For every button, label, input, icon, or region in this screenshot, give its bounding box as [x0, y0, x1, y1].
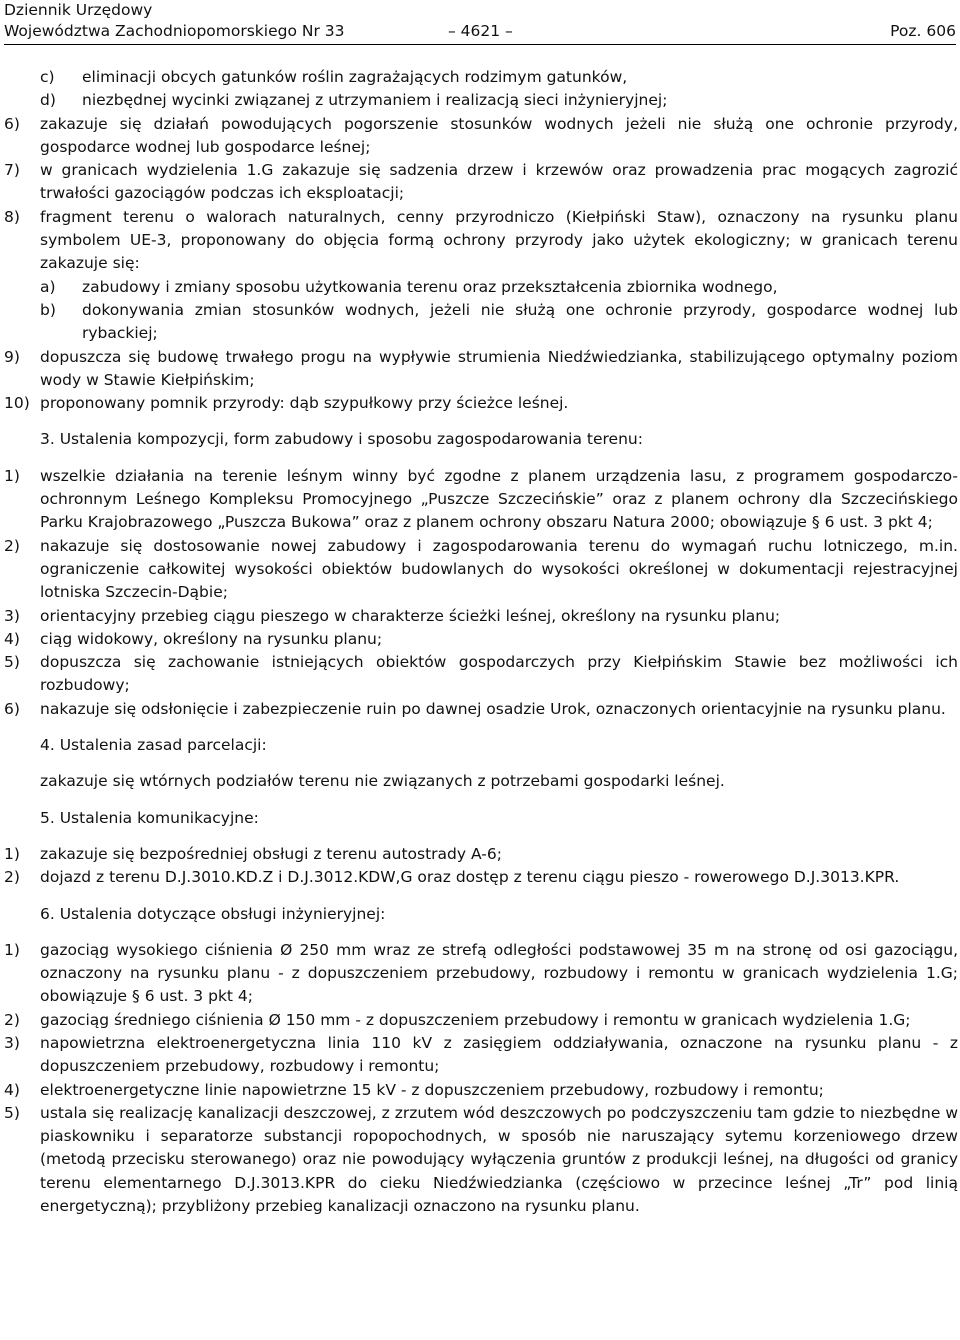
- list-item: [0, 113, 958, 160]
- list-item-number: 3): [4, 1033, 20, 1052]
- list-item-number: 8): [4, 207, 20, 226]
- list-item-text: w granicach wydzielenia 1.G zakazuje się sadzenia drzew i krzewów oraz prowadzenia prac mogących zagrozić trwałości gazociągów podczas ich eksploatacji;: [40, 161, 958, 203]
- section-heading: 4. Ustalenia zasad parcelacji:: [40, 736, 267, 755]
- list-item-number: 6): [4, 114, 20, 133]
- list-item-number: 5): [4, 653, 20, 672]
- list-item-text: dojazd z terenu D.J.3010.KD.Z i D.J.3012.KDW,G oraz dostęp z terenu ciągu pieszo - rowerowego D.J.3013.KPR.: [40, 868, 900, 887]
- page-number: – 4621 –: [448, 22, 513, 40]
- list-item: [0, 651, 958, 698]
- list-item-number: d): [40, 91, 56, 110]
- list-item-number: 3): [4, 606, 20, 625]
- list-item-number: 5): [4, 1103, 20, 1122]
- list-item: [0, 1102, 958, 1218]
- list-item: [0, 628, 958, 651]
- list-item-number: 2): [4, 536, 20, 555]
- list-item-text: eliminacji obcych gatunków roślin zagrażających rodzimym gatunków,: [82, 68, 628, 86]
- list-item: [0, 535, 958, 605]
- list-item-text: nakazuje się odsłonięcie i zabezpieczenie ruin po dawnej osadzie Urok, oznaczonych orientacyjnie na rysunku planu.: [40, 699, 946, 718]
- list-item: [0, 159, 958, 206]
- list-item-text: fragment terenu o walorach naturalnych, cenny przyrodniczo (Kiełpiński Staw), oznaczony na rysunku planu symbolem UE-3, proponowany do objęcia formą ochrony przyrody jako użytek ekologiczny; w granicach terenu zakazuje się:: [40, 207, 958, 273]
- list-item: [0, 605, 958, 628]
- list-item-number: 1): [4, 940, 20, 959]
- list-item: [0, 843, 958, 866]
- list-item-number: b): [40, 300, 56, 319]
- list-item-text: ciąg widokowy, określony na rysunku planu;: [40, 629, 383, 648]
- list-item-text: zakazuje się działań powodujących pogorszenie stosunków wodnych jeżeli nie służą one ochronie przyrody, gospodarce wodnej lub gospodarce leśnej;: [40, 114, 958, 156]
- list-item-number: 4): [4, 629, 20, 648]
- list-item-text: zabudowy i zmiany sposobu użytkowania terenu oraz przekształcenia zbiornika wodnego,: [82, 277, 778, 296]
- list-item: [0, 939, 958, 1009]
- list-item-text: orientacyjny przebieg ciągu pieszego w charakterze ścieżki leśnej, określony na rysunku planu;: [40, 606, 781, 625]
- list-item: [0, 276, 958, 299]
- position-number: Poz. 606: [890, 22, 956, 40]
- list-item: [0, 1009, 958, 1032]
- list-item-text: dokonywania zmian stosunków wodnych, jeżeli nie służą one ochronie przyrody, gospodarce wodnej lub rybackiej;: [82, 300, 958, 343]
- journal-issue: Województwa Zachodniopomorskiego Nr 33: [4, 22, 345, 40]
- list-item-number: 4): [4, 1080, 20, 1099]
- list-item-text: elektroenergetyczne linie napowietrzne 15 kV - z dopuszczeniem przebudowy, rozbudowy i remontu;: [40, 1080, 824, 1099]
- list-item: [0, 346, 958, 393]
- list-item-number: c): [40, 68, 55, 86]
- list-item: [0, 1032, 958, 1079]
- list-item-text: niezbędnej wycinki związanej z utrzymaniem i realizacją sieci inżynieryjnej;: [82, 91, 668, 110]
- list-item-number: 6): [4, 699, 20, 718]
- list-item-text: ustala się realizację kanalizacji deszczowej, z zrzutem wód deszczowych po podczyszczeniu tam gdzie to niezbędne w piaskowniku i separatorze substancji ropopochodnych, w sposób nie naruszający sytemu korzeniowego drzew (metodą przecisku sterowanego) oraz nie powodujący wyłączenia gruntów z produkcji leśnej, na długości od granicy terenu elementarnego D.J.3013.KPR do cieku Niedźwiedzianka (częściowo w przecince leśnej „Tr” pod linią energetyczną); przybliżony przebieg kanalizacji oznaczono na rysunku planu.: [40, 1103, 958, 1216]
- list-item-text: dopuszcza się budowę trwałego progu na wypływie strumienia Niedźwiedzianka, stabilizującego optymalny poziom wody w Stawie Kiełpińskim;: [40, 347, 958, 389]
- page-header: [4, 0, 956, 45]
- list-item: [0, 89, 958, 112]
- list-item-number: 9): [4, 347, 20, 366]
- list-item-text: napowietrzna elektroenergetyczna linia 110 kV z zasięgiem oddziaływania, oznaczone na rysunku planu - z dopuszczeniem przebudowy, rozbudowy i remontu;: [40, 1033, 958, 1076]
- list-item-number: 2): [4, 1010, 20, 1029]
- list-item-number: 10): [4, 394, 30, 413]
- list-item-text: nakazuje się dostosowanie nowej zabudowy i zagospodarowania terenu do wymagań ruchu lotniczego, m.in. ograniczenie całkowitej wysokości obiektów budowlanych do wysokości określonej w dokumentacji rejestracyjnej lotniska Szczecin-Dąbie;: [40, 536, 958, 602]
- section-paragraph: zakazuje się wtórnych podziałów terenu nie związanych z potrzebami gospodarki leśnej.: [40, 772, 725, 791]
- list-item: [0, 392, 958, 415]
- list-item-number: a): [40, 277, 56, 296]
- list-item-text: proponowany pomnik przyrody: dąb szypułkowy przy ścieżce leśnej.: [40, 394, 569, 413]
- list-item: [0, 465, 958, 535]
- journal-name: Dziennik Urzędowy: [4, 1, 153, 19]
- list-item-number: 1): [4, 466, 20, 485]
- list-item-text: gazociąg średniego ciśnienia Ø 150 mm - z dopuszczeniem przebudowy i remontu w granicach wydzielenia 1.G;: [40, 1010, 911, 1029]
- list-item: [0, 66, 958, 89]
- section-heading: 5. Ustalenia komunikacyjne:: [40, 808, 259, 827]
- document-body: [0, 66, 958, 1218]
- list-item-number: 1): [4, 844, 20, 863]
- list-item: [0, 206, 958, 276]
- list-item: [0, 299, 958, 346]
- section-heading: 6. Ustalenia dotyczące obsługi inżynieryjnej:: [40, 904, 386, 923]
- section-heading: 3. Ustalenia kompozycji, form zabudowy i sposobu zagospodarowania terenu:: [40, 430, 643, 449]
- list-item: [0, 866, 958, 889]
- list-item: [0, 698, 958, 721]
- list-item: [0, 1079, 958, 1102]
- list-item-text: zakazuje się bezpośredniej obsługi z terenu autostrady A-6;: [40, 844, 502, 863]
- list-item-text: wszelkie działania na terenie leśnym winny być zgodne z planem urządzenia lasu, z programem gospodarczo-ochronnym Leśnego Kompleksu Promocyjnego „Puszcze Szczecińskie” oraz z planem ochrony dla Szczecińskiego Parku Krajobrazowego „Puszcza Bukowa” oraz z planem ochrony obszaru Natura 2000; obowiązuje § 6 ust. 3 pkt 4;: [40, 466, 958, 532]
- list-item-text: gazociąg wysokiego ciśnienia Ø 250 mm wraz ze strefą odległości podstawowej 35 m na stronę od osi gazociągu, oznaczony na rysunku planu - z dopuszczeniem przebudowy, rozbudowy i remontu w granicach wydzielenia 1.G; obowiązuje § 6 ust. 3 pkt 4;: [40, 940, 958, 1006]
- list-item-text: dopuszcza się zachowanie istniejących obiektów gospodarczych przy Kiełpińskim Stawie bez możliwości ich rozbudowy;: [40, 653, 958, 695]
- list-item-number: 7): [4, 161, 20, 180]
- list-item-number: 2): [4, 868, 20, 887]
